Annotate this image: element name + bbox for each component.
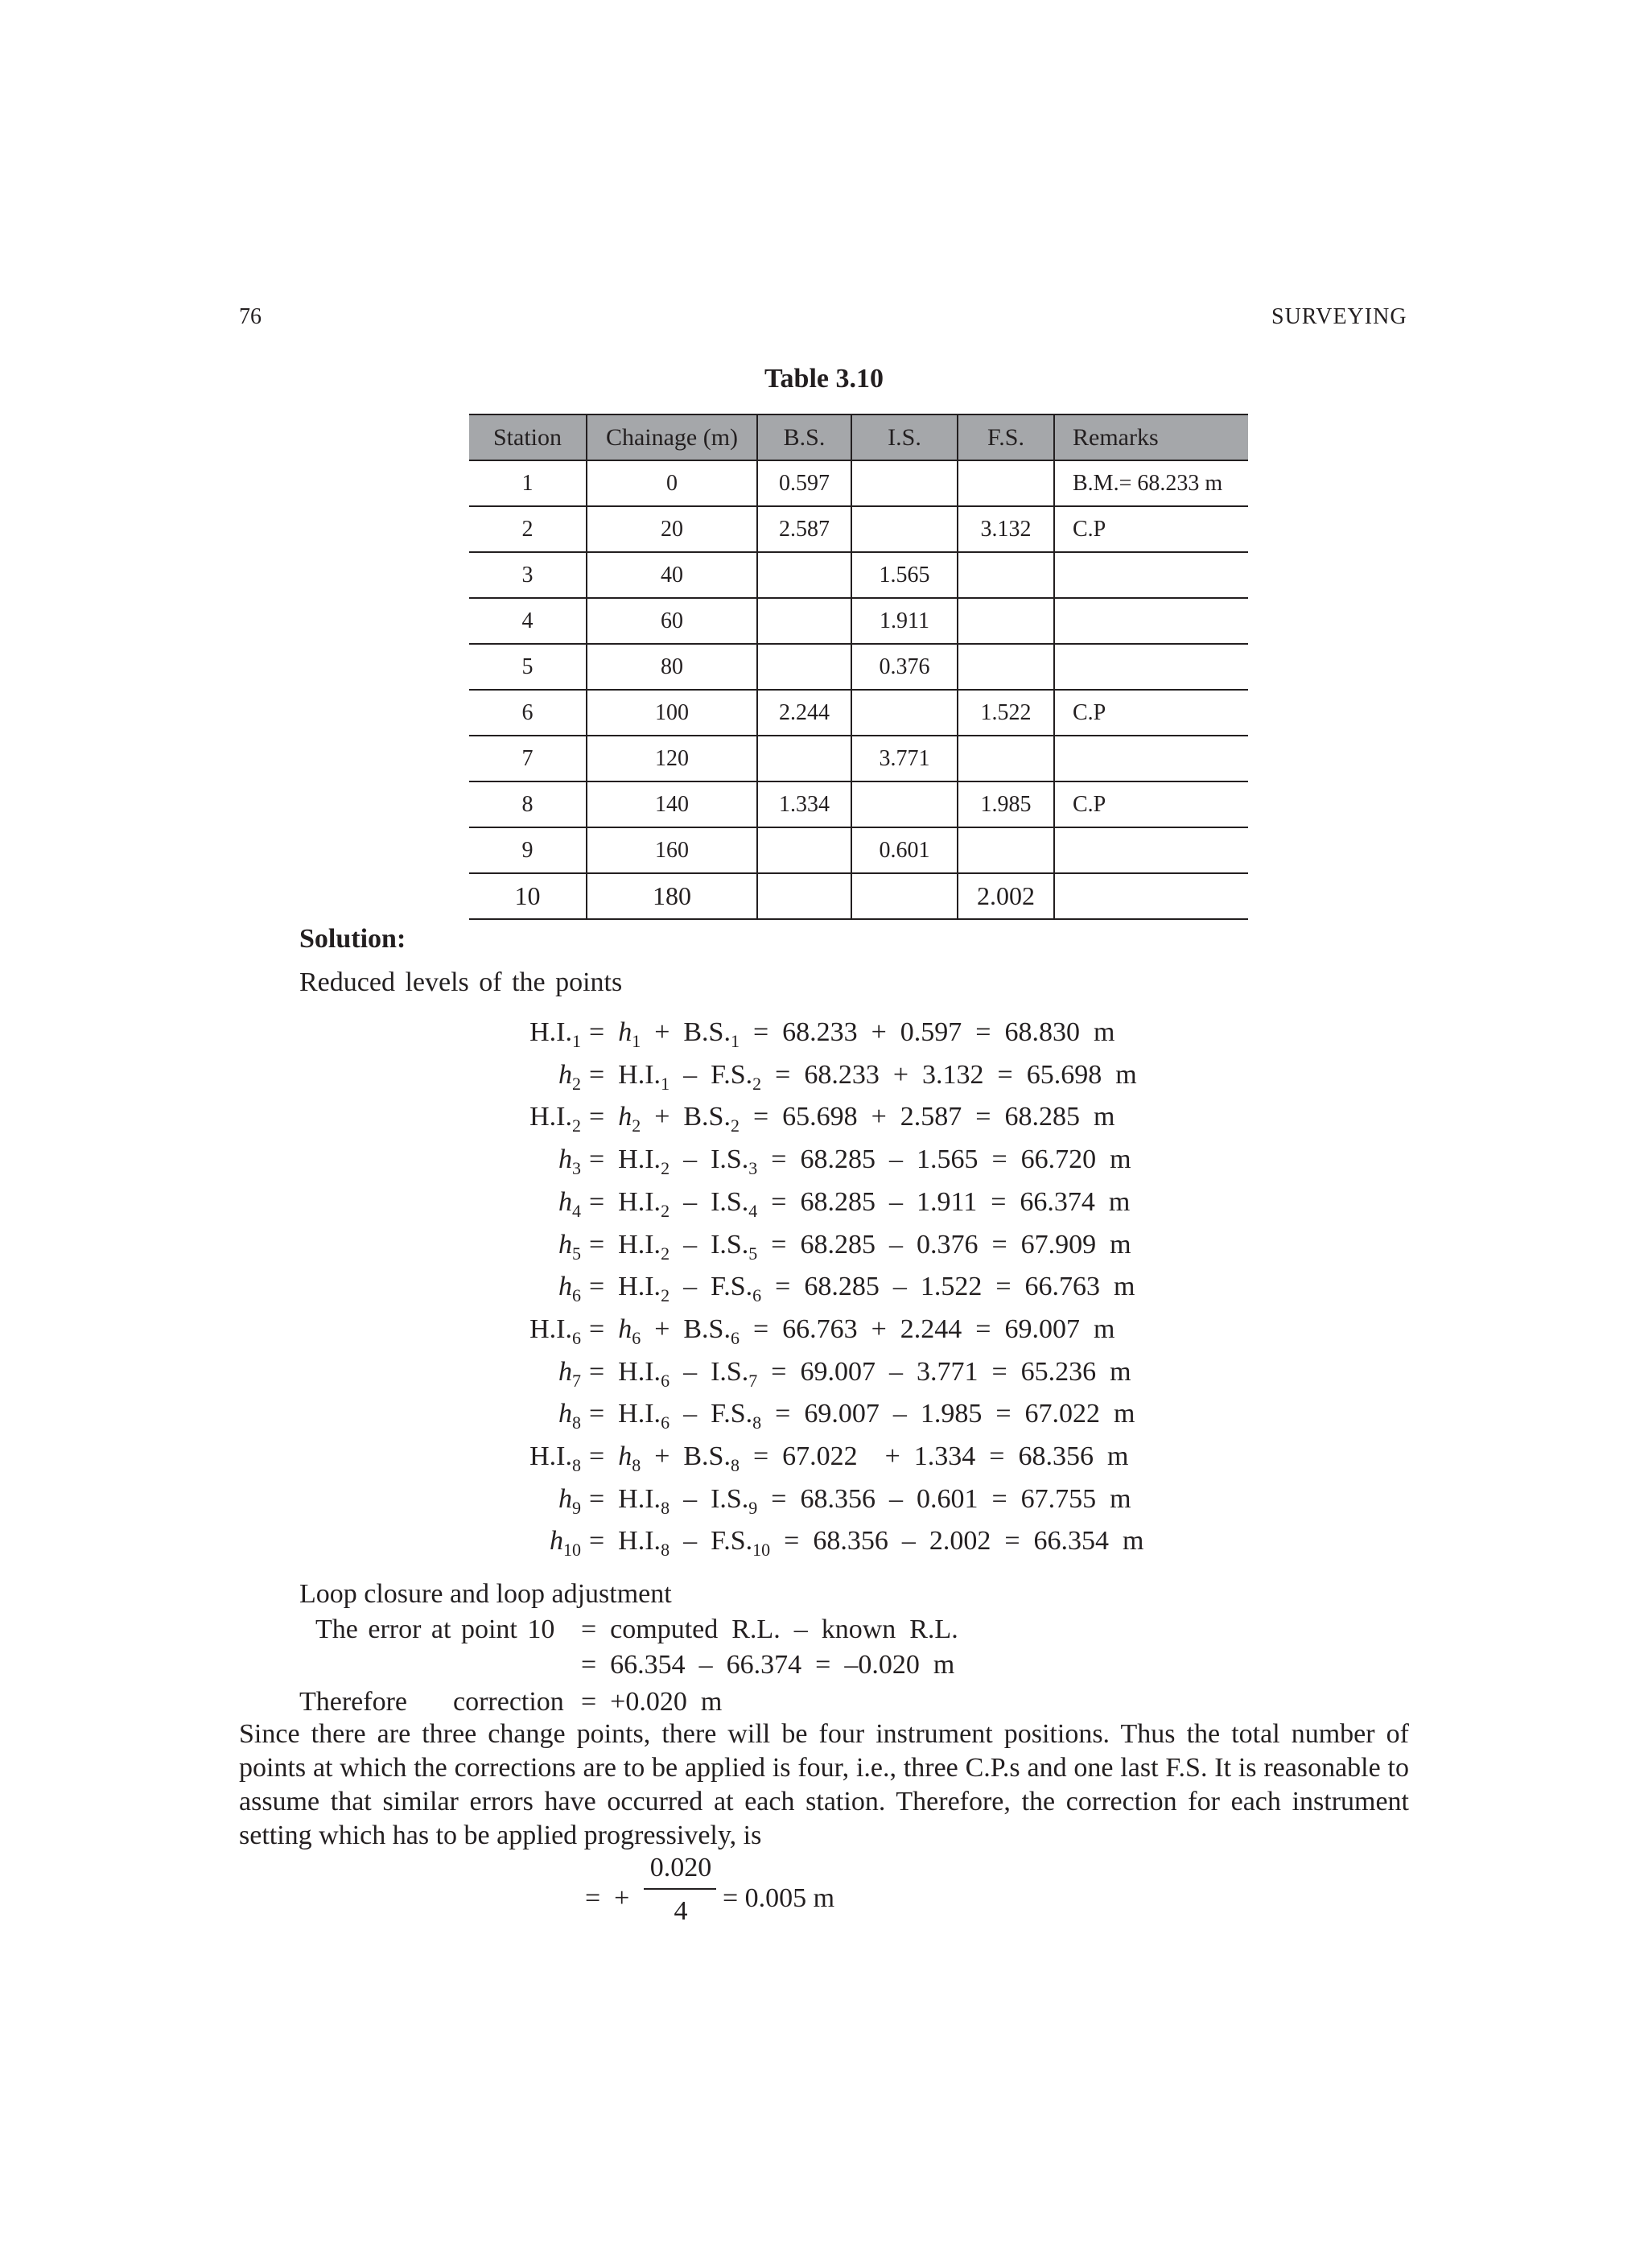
therefore-label: Therefore [299, 1687, 408, 1717]
equation-line [0, 1102, 1648, 1137]
cell-is: 1.911 [851, 598, 958, 644]
column-header-is: I.S. [851, 414, 958, 460]
cell-remarks [1054, 736, 1248, 781]
lhs-subscript: 6 [572, 1285, 581, 1305]
rhs-lead: = H.I. [589, 1357, 661, 1387]
cell-fs: 3.132 [958, 506, 1054, 552]
cell-station: 9 [469, 827, 587, 873]
cell-remarks: C.P [1054, 781, 1248, 827]
rhs-variable-subscript: 2 [632, 1115, 641, 1136]
correction-value: = +0.020 m [581, 1687, 723, 1717]
equation-rhs [589, 1230, 1131, 1264]
cell-chainage: 120 [587, 736, 757, 781]
table-header-row [469, 414, 1248, 460]
cell-fs [958, 644, 1054, 690]
equation-lhs [558, 1357, 581, 1391]
lhs-symbol: h [558, 1357, 572, 1387]
rhs-lead: = H.I. [589, 1060, 661, 1090]
equation-lhs [558, 1144, 581, 1178]
lhs-symbol: H.I. [529, 1017, 572, 1047]
rhs-lead: = H.I. [589, 1526, 661, 1556]
cell-is: 1.565 [851, 552, 958, 598]
cell-fs: 1.985 [958, 781, 1054, 827]
cell-station: 1 [469, 460, 587, 506]
table-row [469, 827, 1248, 873]
cell-bs: 0.597 [757, 460, 851, 506]
cell-chainage: 60 [587, 598, 757, 644]
lhs-subscript: 10 [563, 1540, 581, 1560]
equation-lhs [558, 1060, 581, 1094]
rhs-term: – I.S. [670, 1484, 749, 1514]
equation-rhs [589, 1102, 1115, 1136]
rhs-term-subscript: 6 [730, 1328, 740, 1348]
rhs-result: = 67.022 + 1.334 = 68.356 m [739, 1441, 1129, 1471]
cell-remarks: C.P [1054, 506, 1248, 552]
lhs-subscript: 7 [572, 1371, 581, 1391]
rhs-term: + B.S. [641, 1017, 731, 1047]
rhs-result: = 65.698 + 2.587 = 68.285 m [739, 1102, 1115, 1132]
error-line-2: = 66.354 – 66.374 = –0.020 m [581, 1650, 955, 1680]
lhs-symbol: h [558, 1187, 572, 1217]
lhs-subscript: 9 [572, 1498, 581, 1518]
rhs-term: – I.S. [670, 1230, 749, 1260]
rhs-term: – F.S. [670, 1060, 753, 1090]
equation-line [0, 1017, 1648, 1053]
cell-station: 4 [469, 598, 587, 644]
lhs-subscript: 1 [572, 1031, 581, 1051]
rhs-term: + B.S. [641, 1102, 731, 1132]
equation-lhs [529, 1441, 581, 1475]
correction-label: correction [453, 1687, 564, 1717]
cell-fs [958, 598, 1054, 644]
cell-is: 3.771 [851, 736, 958, 781]
equation-line [0, 1144, 1648, 1180]
cell-station: 8 [469, 781, 587, 827]
equation-lhs [558, 1230, 581, 1264]
rhs-result: = 68.233 + 3.132 = 65.698 m [761, 1060, 1137, 1090]
column-header-chainage: Chainage (m) [587, 414, 757, 460]
cell-bs [757, 873, 851, 919]
lhs-symbol: h [558, 1272, 572, 1301]
equation-rhs [589, 1272, 1135, 1305]
rhs-term-subscript: 7 [748, 1371, 758, 1391]
rhs-result: = 68.285 – 0.376 = 67.909 m [757, 1230, 1131, 1260]
table-row [469, 460, 1248, 506]
equation-line [0, 1441, 1648, 1477]
cell-fs [958, 552, 1054, 598]
lhs-symbol: H.I. [529, 1441, 572, 1471]
page-number: 76 [239, 304, 262, 329]
lhs-subscript: 8 [572, 1412, 581, 1433]
fraction-numerator: 0.020 [649, 1853, 712, 1882]
cell-fs: 1.522 [958, 690, 1054, 736]
equation-lhs [550, 1526, 581, 1560]
table-row [469, 506, 1248, 552]
rhs-term: + B.S. [641, 1441, 731, 1471]
solution-label: Solution: [299, 924, 406, 954]
table-row [469, 598, 1248, 644]
rhs-term-subscript: 9 [748, 1498, 758, 1518]
rhs-term-subscript: 3 [748, 1158, 758, 1178]
equation-line [0, 1399, 1648, 1434]
rhs-lead: = [589, 1314, 619, 1344]
cell-station: 10 [469, 873, 587, 919]
rhs-term-subscript: 2 [752, 1074, 762, 1094]
rhs-term-subscript: 10 [752, 1540, 771, 1560]
rhs-lead: = H.I. [589, 1230, 661, 1260]
cell-is [851, 460, 958, 506]
lhs-subscript: 2 [572, 1074, 581, 1094]
equation-line [0, 1357, 1648, 1392]
cell-remarks [1054, 873, 1248, 919]
column-header-station: Station [469, 414, 587, 460]
equation-lhs [558, 1399, 581, 1433]
cell-bs: 2.587 [757, 506, 851, 552]
rhs-variable-subscript: 8 [661, 1498, 670, 1518]
cell-is: 0.601 [851, 827, 958, 873]
equation-lhs [529, 1017, 581, 1051]
table-row [469, 644, 1248, 690]
cell-fs [958, 827, 1054, 873]
cell-is [851, 781, 958, 827]
cell-bs: 1.334 [757, 781, 851, 827]
rhs-variable-subscript: 2 [661, 1243, 670, 1264]
rhs-term: – I.S. [670, 1187, 749, 1217]
cell-is [851, 873, 958, 919]
cell-remarks [1054, 552, 1248, 598]
cell-chainage: 40 [587, 552, 757, 598]
cell-station: 3 [469, 552, 587, 598]
rhs-result: = 68.285 – 1.522 = 66.763 m [761, 1272, 1135, 1301]
cell-bs [757, 598, 851, 644]
rhs-variable-subscript: 6 [661, 1412, 670, 1433]
equation-rhs [589, 1399, 1135, 1433]
rhs-lead: = [589, 1102, 619, 1132]
leveling-table [469, 414, 1248, 920]
lhs-subscript: 6 [572, 1328, 581, 1348]
rhs-lead: = H.I. [589, 1399, 661, 1429]
loop-heading: Loop closure and loop adjustment [299, 1579, 672, 1609]
rhs-term-subscript: 1 [730, 1031, 740, 1051]
rhs-term-subscript: 4 [748, 1201, 758, 1221]
table-row [469, 873, 1248, 919]
rhs-variable-subscript: 2 [661, 1201, 670, 1221]
cell-bs [757, 827, 851, 873]
rhs-term: – I.S. [670, 1357, 749, 1387]
rhs-term: – F.S. [670, 1272, 753, 1301]
lhs-subscript: 8 [572, 1455, 581, 1475]
error-line-1: = computed R.L. – known R.L. [581, 1614, 958, 1644]
cell-chainage: 140 [587, 781, 757, 827]
lhs-subscript: 5 [572, 1243, 581, 1264]
equation-rhs [589, 1017, 1115, 1051]
rhs-result: = 69.007 – 3.771 = 65.236 m [757, 1357, 1131, 1387]
cell-bs: 2.244 [757, 690, 851, 736]
table-row [469, 781, 1248, 827]
cell-station: 7 [469, 736, 587, 781]
lhs-symbol: h [558, 1230, 572, 1260]
rhs-result: = 69.007 – 1.985 = 67.022 m [761, 1399, 1135, 1429]
equation-lhs [558, 1484, 581, 1518]
rhs-term-subscript: 6 [752, 1285, 762, 1305]
rhs-lead: = H.I. [589, 1484, 661, 1514]
rhs-term-subscript: 8 [730, 1455, 740, 1475]
rhs-term: + B.S. [641, 1314, 731, 1344]
equation-rhs [589, 1526, 1144, 1560]
equation-line [0, 1230, 1648, 1265]
cell-remarks [1054, 644, 1248, 690]
equation-rhs [589, 1357, 1131, 1391]
lhs-symbol: h [558, 1484, 572, 1514]
rhs-variable-subscript: 1 [632, 1031, 641, 1051]
equation-rhs [589, 1484, 1131, 1518]
cell-chainage: 100 [587, 690, 757, 736]
rhs-lead: = H.I. [589, 1144, 661, 1174]
lhs-subscript: 4 [572, 1201, 581, 1221]
cell-fs: 2.002 [958, 873, 1054, 919]
rhs-lead: = [589, 1441, 619, 1471]
rhs-variable-subscript: 8 [632, 1455, 641, 1475]
cell-bs [757, 736, 851, 781]
rhs-term-subscript: 5 [748, 1243, 758, 1264]
lhs-symbol: h [558, 1144, 572, 1174]
lhs-subscript: 3 [572, 1158, 581, 1178]
cell-station: 5 [469, 644, 587, 690]
rhs-variable: h [618, 1314, 632, 1344]
cell-bs [757, 552, 851, 598]
rhs-result: = 68.285 – 1.565 = 66.720 m [757, 1144, 1131, 1174]
cell-chainage: 160 [587, 827, 757, 873]
cell-chainage: 20 [587, 506, 757, 552]
rhs-term: – I.S. [670, 1144, 749, 1174]
column-header-remarks: Remarks [1054, 414, 1248, 460]
rhs-term-subscript: 8 [752, 1412, 762, 1433]
equation-line [0, 1272, 1648, 1307]
cell-remarks: C.P [1054, 690, 1248, 736]
rhs-variable-subscript: 2 [661, 1285, 670, 1305]
table-title: Table 3.10 [764, 364, 884, 394]
rhs-term-subscript: 2 [730, 1115, 740, 1136]
cell-is [851, 690, 958, 736]
lhs-symbol: h [558, 1399, 572, 1429]
rhs-term: – F.S. [670, 1399, 753, 1429]
error-label: The error at point 10 [315, 1614, 555, 1644]
lhs-symbol: h [558, 1060, 572, 1090]
lhs-symbol: h [550, 1526, 563, 1556]
solution-intro: Reduced levels of the points [299, 967, 623, 997]
fraction-result: = 0.005 m [723, 1883, 835, 1913]
equation-line [0, 1484, 1648, 1520]
lhs-subscript: 2 [572, 1115, 581, 1136]
cell-fs [958, 736, 1054, 781]
rhs-result: = 68.356 – 2.002 = 66.354 m [770, 1526, 1144, 1556]
equation-lhs [558, 1272, 581, 1305]
running-head: SURVEYING [1271, 304, 1407, 329]
rhs-result: = 68.356 – 0.601 = 67.755 m [757, 1484, 1131, 1514]
equation-line [0, 1526, 1648, 1561]
rhs-result: = 68.233 + 0.597 = 68.830 m [739, 1017, 1115, 1047]
rhs-lead: = H.I. [589, 1187, 661, 1217]
rhs-variable-subscript: 2 [661, 1158, 670, 1178]
fraction-prefix: = + [585, 1883, 630, 1913]
rhs-variable-subscript: 1 [661, 1074, 670, 1094]
rhs-variable-subscript: 8 [661, 1540, 670, 1560]
cell-chainage: 80 [587, 644, 757, 690]
equation-lhs [529, 1102, 581, 1136]
lhs-symbol: H.I. [529, 1102, 572, 1132]
column-header-bs: B.S. [757, 414, 851, 460]
equation-rhs [589, 1187, 1131, 1221]
rhs-variable: h [618, 1441, 632, 1471]
rhs-result: = 68.285 – 1.911 = 66.374 m [757, 1187, 1131, 1217]
rhs-term: – F.S. [670, 1526, 753, 1556]
rhs-lead: = H.I. [589, 1272, 661, 1301]
fraction-denominator: 4 [674, 1896, 688, 1926]
table-row [469, 690, 1248, 736]
rhs-variable: h [618, 1102, 632, 1132]
equation-line [0, 1060, 1648, 1095]
cell-is: 0.376 [851, 644, 958, 690]
cell-is [851, 506, 958, 552]
table-row [469, 736, 1248, 781]
cell-fs [958, 460, 1054, 506]
rhs-lead: = [589, 1017, 619, 1047]
rhs-variable-subscript: 6 [661, 1371, 670, 1391]
column-header-fs: F.S. [958, 414, 1054, 460]
equation-line [0, 1187, 1648, 1223]
fraction-bar [644, 1888, 716, 1890]
table-row [469, 552, 1248, 598]
cell-remarks: B.M.= 68.233 m [1054, 460, 1248, 506]
equation-rhs [589, 1314, 1115, 1348]
equation-rhs [589, 1144, 1131, 1178]
rhs-result: = 66.763 + 2.244 = 69.007 m [739, 1314, 1115, 1344]
equation-lhs [529, 1314, 581, 1348]
cell-station: 2 [469, 506, 587, 552]
cell-remarks [1054, 827, 1248, 873]
cell-station: 6 [469, 690, 587, 736]
equation-line [0, 1314, 1648, 1350]
rhs-variable-subscript: 6 [632, 1328, 641, 1348]
equation-rhs [589, 1441, 1129, 1475]
explanation-paragraph: Since there are three change points, there will be four instrument positions. Thus the total number of points at which the corrections are to be applied is four, i.e., three C.P.s and one last F.S. It is reasonable to assume that similar errors have occurred at each station. Therefore, the correction for each instrument setting which has to be applied progressively, is [239, 1719, 1409, 1850]
cell-chainage: 180 [587, 873, 757, 919]
cell-remarks [1054, 598, 1248, 644]
rhs-variable: h [618, 1017, 632, 1047]
equation-rhs [589, 1060, 1137, 1094]
lhs-symbol: H.I. [529, 1314, 572, 1344]
cell-chainage: 0 [587, 460, 757, 506]
cell-bs [757, 644, 851, 690]
equation-lhs [558, 1187, 581, 1221]
